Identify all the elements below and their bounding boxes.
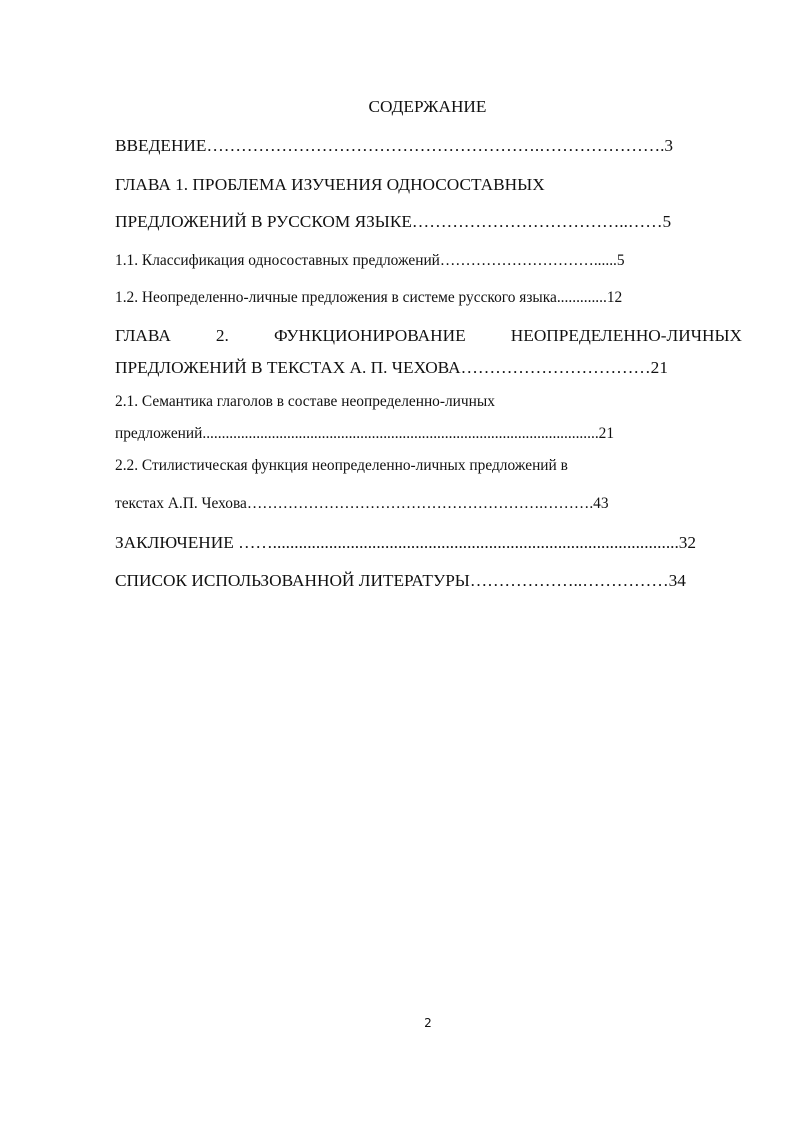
toc-entry-chapter-1-line-1: ГЛАВА 1. ПРОБЛЕМА ИЗУЧЕНИЯ ОДНОСОСТАВНЫХ [115,175,545,194]
toc-entry-chapter-2-line-2: ПРЕДЛОЖЕНИЙ В ТЕКСТАХ А. П. ЧЕХОВА……………………………21 [115,358,668,377]
toc-entry-section-2-1-line-2: предложений.......................................................................................................21 [115,425,615,442]
chapter-2-word: НЕОПРЕДЕЛЕННО-ЛИЧНЫХ [510,326,742,345]
page-title: СОДЕРЖАНИЕ [368,97,487,116]
toc-entry-section-2-2-line-1: 2.2. Стилистическая функция неопределенно-личных предложений в [115,457,568,474]
toc-entry-references: СПИСОК ИСПОЛЬЗОВАННОЙ ЛИТЕРАТУРЫ………………..……………34 [115,571,686,590]
chapter-2-word: ГЛАВА [115,326,171,345]
toc-entry-section-2-2-line-2: текстах А.П. Чехова………………………………………………….……….43 [115,495,609,512]
chapter-2-word: ФУНКЦИОНИРОВАНИЕ [273,326,466,345]
chapter-2-word: 2. [215,326,229,345]
toc-entry-introduction: ВВЕДЕНИЕ………………………………………………….………………….3 [115,136,674,155]
toc-entry-section-1-2: 1.2. Неопределенно-личные предложения в системе русского языка.............12 [115,289,623,306]
toc-entry-chapter-2-line-1 [115,325,742,347]
page-number: 2 [424,1016,432,1030]
toc-entry-chapter-1-line-2: ПРЕДЛОЖЕНИЙ В РУССКОМ ЯЗЫКЕ………………………………..……5 [115,212,672,231]
toc-entry-conclusion: ЗАКЛЮЧЕНИЕ ……..............................................................................................32 [115,533,697,552]
toc-entry-section-1-1: 1.1. Классификация односоставных предложений…………………………......5 [115,252,625,269]
toc-entry-section-2-1-line-1: 2.1. Семантика глаголов в составе неопределенно-личных [115,393,495,410]
